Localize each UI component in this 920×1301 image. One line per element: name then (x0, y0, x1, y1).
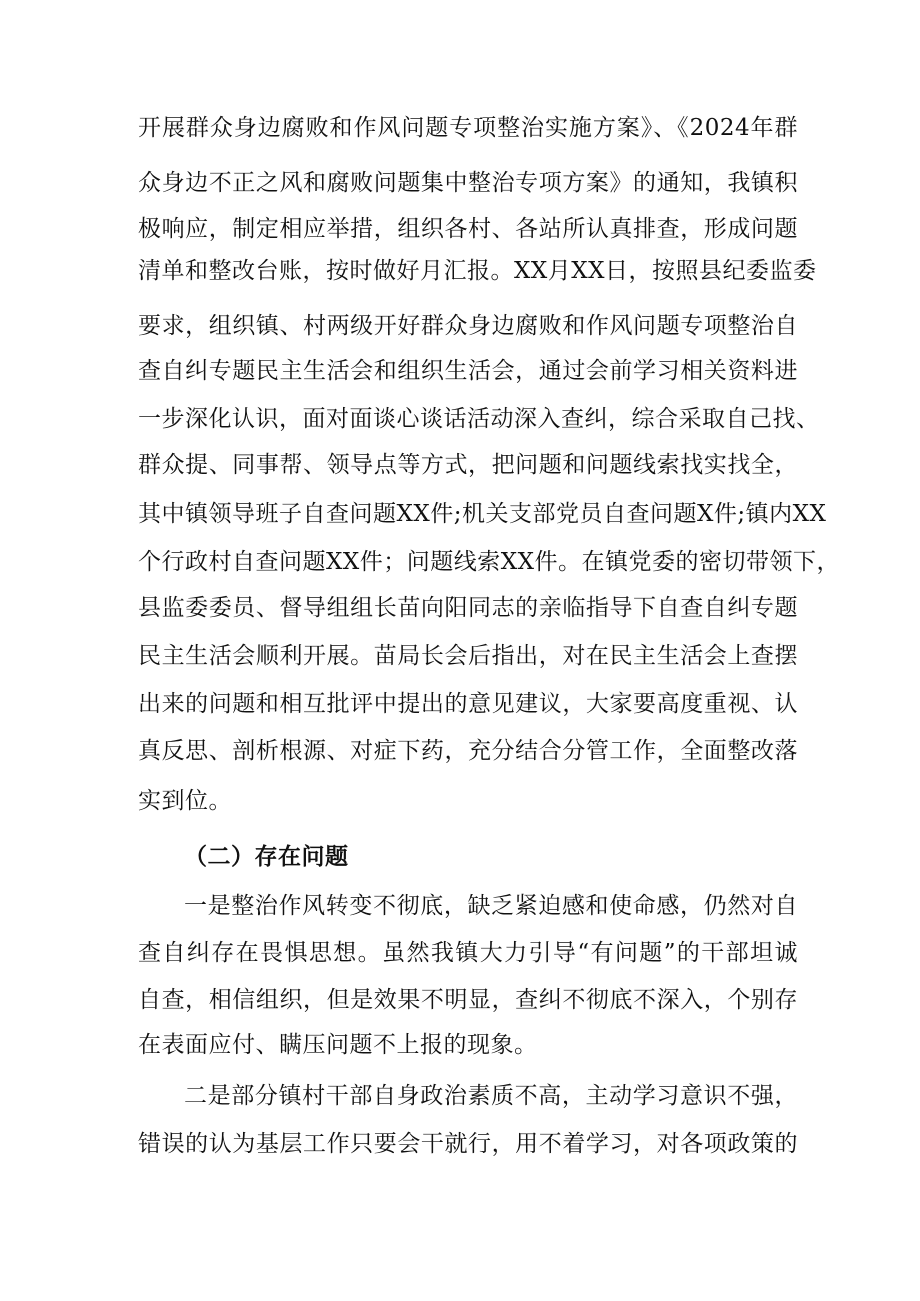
text-line: 实到位。 (138, 788, 232, 814)
text-line: 众身边不正之风和腐败问题集中整治专项方案》的通知，我镇积 (138, 170, 798, 196)
text-line: 县监委委员、督导组组长苗向阳同志的亲临指导下自查自纠专题 (138, 595, 798, 621)
text-line: 查自纠存在畏惧思想。虽然我镇大力引导“有问题”的干部坦诚 (138, 940, 798, 966)
text-line: 要求，组织镇、村两级开好群众身边腐败和作风问题专项整治自 (138, 313, 798, 339)
text-line: 自查，相信组织，但是效果不明显，查纠不彻底不深入，个别存 (138, 987, 798, 1013)
text-line: 错误的认为基层工作只要会干就行，用不着学习，对各项政策的 (138, 1131, 798, 1157)
text-line: 其中镇领导班子自查问题XX件;机关支部党员自查问题X件;镇内XX (138, 501, 827, 527)
text-line: 二是部分镇村干部自身政治素质不高，主动学习意识不强， (184, 1083, 798, 1109)
text-line: 群众提、同事帮、领导点等方式，把问题和问题线索找实找全， (138, 452, 798, 478)
text-line: 一是整治作风转变不彻底，缺乏紧迫感和使命感，仍然对自 (184, 893, 798, 919)
text-line: 查自纠专题民主生活会和组织生活会，通过会前学习相关资料进 (138, 358, 798, 384)
text-line: 民主生活会顺利开展。苗局长会后指出，对在民主生活会上查摆 (138, 643, 798, 669)
text-line: 真反思、剖析根源、对症下药，充分结合分管工作，全面整改落 (138, 738, 798, 764)
text-line: 清单和整改台账，按时做好月汇报。XX月XX日，按照县纪委监委 (138, 258, 817, 284)
text-line: 开展群众身边腐败和作风问题专项整治实施方案》、《2024年群 (138, 115, 798, 141)
text-line: 极响应，制定相应举措，组织各村、各站所认真排查，形成问题 (138, 216, 798, 242)
text-line: 在表面应付、瞒压问题不上报的现象。 (138, 1032, 538, 1058)
section-heading: （二）存在问题 (184, 843, 349, 870)
text-line: 个行政村自查问题XX件；问题线索XX件。在镇党委的密切带领下， (138, 549, 840, 575)
text-line: 一步深化认识，面对面谈心谈话活动深入查纠，综合采取自己找、 (138, 406, 820, 432)
text-line: 出来的问题和相互批评中提出的意见建议，大家要高度重视、认 (138, 691, 798, 717)
